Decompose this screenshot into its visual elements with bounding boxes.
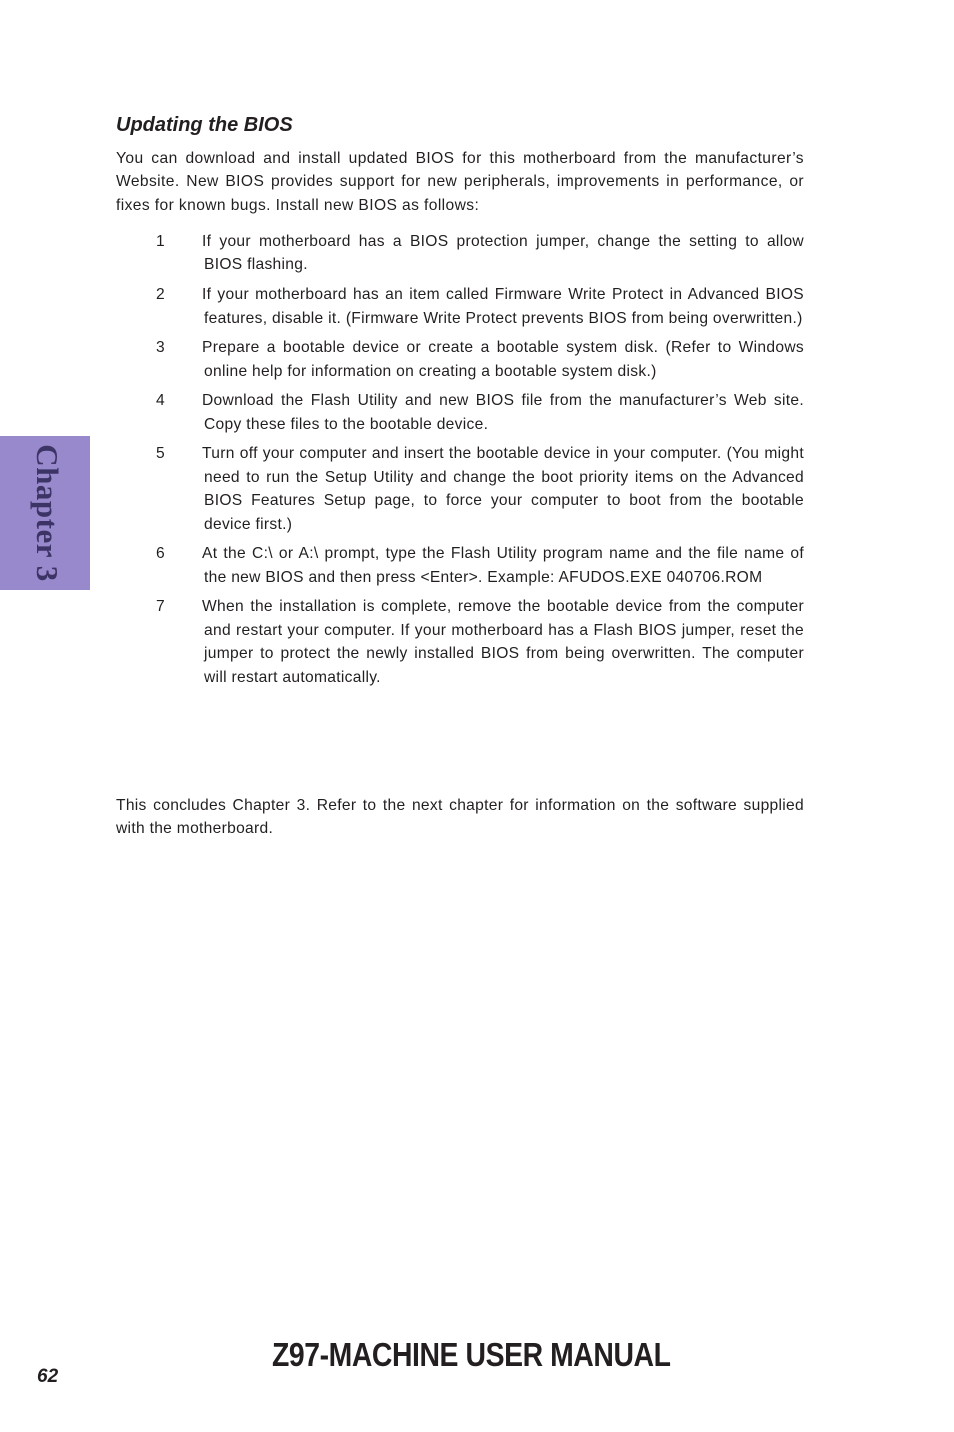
step-number: 2	[156, 286, 165, 304]
list-item	[116, 442, 804, 536]
chapter-tab-label: Chapter 3	[30, 444, 65, 582]
step-text: At the C:\ or A:\ prompt, type the Flash Utility program name and the file name of the new BIOS and then press <Enter>. Example: AFUDOS.EXE 040706.ROM	[202, 545, 804, 586]
list-item	[116, 595, 804, 689]
step-text: When the installation is complete, remove the bootable device from the computer and restart your computer. If your motherboard has a Flash BIOS jumper, reset the jumper to protect the newly installed BIOS from being overwritten. The computer will restart automatically.	[202, 598, 804, 686]
list-item	[116, 336, 804, 383]
intro-paragraph: You can download and install updated BIOS for this motherboard from the manufacturer’s Website. New BIOS provides support for new peripherals, improvements in performance, or fixes for known bugs. Install new BIOS as follows:	[116, 150, 804, 214]
list-item	[116, 389, 804, 436]
chapter-tab	[0, 436, 90, 590]
conclusion-paragraph: This concludes Chapter 3. Refer to the next chapter for information on the software supplied with the motherboard.	[116, 797, 804, 838]
section-title: Updating the BIOS	[116, 114, 293, 136]
list-item	[116, 230, 804, 277]
step-text: Download the Flash Utility and new BIOS file from the manufacturer’s Web site. Copy these files to the bootable device.	[202, 392, 804, 433]
step-number: 5	[156, 445, 165, 463]
step-text: Turn off your computer and insert the bootable device in your computer. (You might need to run the Setup Utility and change the boot priority items on the Advanced BIOS Features Setup page, to force your computer to boot from the bootable device first.)	[202, 445, 804, 533]
step-number: 6	[156, 545, 165, 563]
step-number: 7	[156, 598, 165, 616]
step-number: 3	[156, 339, 165, 357]
list-item	[116, 283, 804, 330]
step-number: 1	[156, 233, 165, 250]
step-text: Prepare a bootable device or create a bootable system disk. (Refer to Windows online help for information on creating a bootable system disk.)	[202, 339, 804, 380]
steps-list	[116, 230, 804, 695]
manual-title: Z97-MACHINE USER MANUAL	[272, 1336, 671, 1373]
step-text: If your motherboard has an item called Firmware Write Protect in Advanced BIOS features, disable it. (Firmware Write Protect prevents BIOS from being overwritten.)	[202, 286, 804, 327]
step-text: If your motherboard has a BIOS protection jumper, change the setting to allow BIOS flashing.	[202, 233, 804, 274]
list-item	[116, 542, 804, 589]
page-number: 62	[37, 1366, 59, 1387]
step-number: 4	[156, 392, 165, 410]
